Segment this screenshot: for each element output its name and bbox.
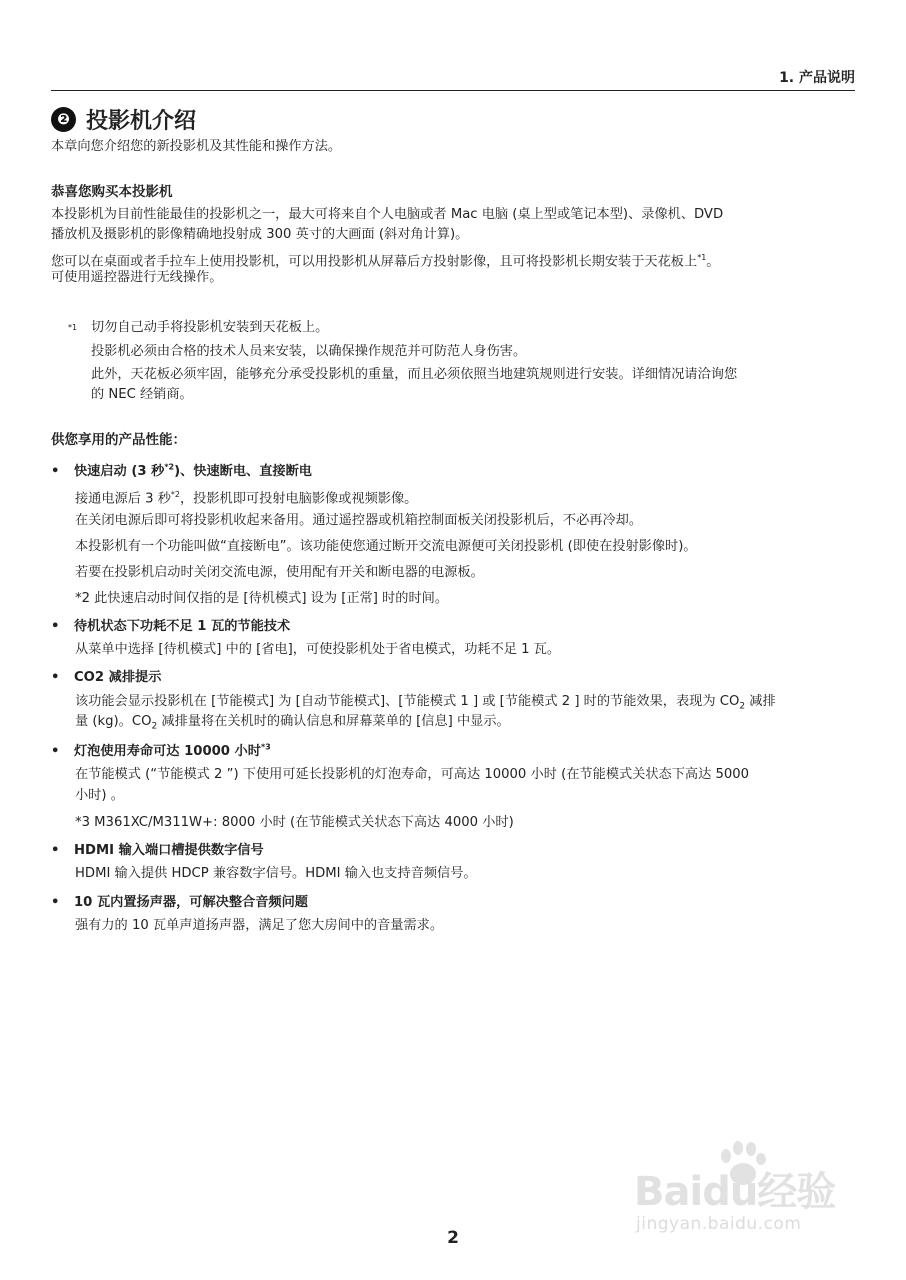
chapter-header: 1. 产品说明 bbox=[779, 70, 855, 86]
feature4-line2: 小时) 。 bbox=[75, 788, 124, 803]
feature1-line4: 若要在投影机启动时关闭交流电源，使用配有开关和断电器的电源板。 bbox=[75, 565, 484, 580]
page-number: 2 bbox=[447, 1228, 459, 1248]
para2-end: 。 bbox=[706, 254, 720, 270]
footnote1-line1: 切勿自己动手将投影机安装到天花板上。 bbox=[91, 320, 329, 335]
section-number-badge: ❷ bbox=[51, 107, 76, 132]
para2-text: 您可以在桌面或者手拉车上使用投影机，可以用投影机从屏幕后方投射影像，且可将投影机长期安装于天花板上 bbox=[51, 254, 698, 270]
feature-hdmi-title: • HDMI 输入端口槽提供数字信号 bbox=[51, 843, 264, 858]
feature2-line1: 从菜单中选择 [待机模式] 中的 [省电]，可使投影机处于省电模式，功耗不足 1 瓦。 bbox=[75, 642, 561, 657]
feature1-line2: 在关闭电源后即可将投影机收起来备用。通过遥控器或机箱控制面板关闭投影机后，不必再冷却。 bbox=[75, 513, 643, 528]
footnote1-line2: 投影机必须由合格的技术人员来安装，以确保操作规范并可防范人身伤害。 bbox=[91, 344, 527, 359]
footnote-ref-3: *3 bbox=[260, 742, 271, 752]
footnote-ref-2: *2 bbox=[164, 462, 175, 472]
feature-speaker-title: • 10 瓦内置扬声器，可解决整合音频问题 bbox=[51, 895, 308, 910]
feature1-line3: 本投影机有一个功能叫做“直接断电”。该功能使您通过断开交流电源便可关闭投影机 (即使在投射影像时)。 bbox=[75, 539, 697, 554]
footnote1-line3: 此外，天花板必须牢固，能够充分承受投影机的重量，而且必须依照当地建筑规则进行安装。详细情况请洽询您 bbox=[91, 367, 738, 382]
watermark-url: jingyan.baidu.com bbox=[636, 1214, 802, 1234]
feature1-note: *2 此快速启动时间仅指的是 [待机模式] 设为 [正常] 时的时间。 bbox=[75, 591, 449, 606]
intro-text: 本章向您介绍您的新投影机及其性能和操作方法。 bbox=[51, 139, 342, 154]
watermark-brand: Baidu经验 bbox=[634, 1169, 836, 1215]
feature1-line1: 接通电源后 3 秒$^{*2}$，投影机即可投射电脑影像或视频影像。 bbox=[75, 490, 418, 507]
page-title bbox=[51, 104, 196, 135]
section1-para1-line1: 本投影机为目前性能最佳的投影机之一，最大可将来自个人电脑或者 Mac 电脑 (桌上型或笔记本型)、录像机、DVD bbox=[51, 207, 724, 222]
section1-para1-line2: 播放机及摄影机的影像精确地投射成 300 英寸的大画面 (斜对角计算)。 bbox=[51, 227, 469, 242]
feature4-line1: 在节能模式 (“节能模式 2 ”) 下使用可延长投影机的灯泡寿命，可高达 10000 小时 (在节能模式关状态下高达 5000 bbox=[75, 767, 750, 782]
feature-quick-start-title: • 快速启动 (3 秒$^{*2}$)、快速断电、直接断电 bbox=[51, 462, 312, 479]
footnote-ref-1: *1 bbox=[697, 253, 707, 262]
footnote1-line4: 的 NEC 经销商。 bbox=[91, 387, 193, 402]
feature3-line2: 量 (kg)。$CO_2$ 减排量将在关机时的确认信息和屏幕菜单的 [信息] 中显示。 bbox=[75, 714, 510, 732]
feature6-line1: 强有力的 10 瓦单声道扬声器，满足了您大房间中的音量需求。 bbox=[75, 918, 444, 933]
feature4-note: *3 M361XC/M311W+: 8000 小时 (在节能模式关状态下高达 4000 小时) bbox=[75, 815, 514, 830]
page-title-text: 投影机介绍 bbox=[86, 109, 197, 134]
feature-lamp-title: • 灯泡使用寿命可达 10000 小时$^{*3}$ bbox=[51, 742, 271, 759]
section-heading-congrats: 恭喜您购买本投影机 bbox=[51, 184, 173, 200]
footnote1-marker: *1 bbox=[68, 323, 78, 332]
header-rule bbox=[51, 90, 855, 91]
feature-standby-title: • 待机状态下功耗不足 1 瓦的节能技术 bbox=[51, 619, 291, 634]
feature3-line1: 该功能会显示投影机在 [节能模式] 为 [自动节能模式]、[节能模式 1 ] 或 [节能模式 2 ] 时的节能效果，表现为 $CO_2$ 减排 bbox=[75, 694, 776, 712]
feature5-line1: HDMI 输入提供 HDCP 兼容数字信号。HDMI 输入也支持音频信号。 bbox=[75, 866, 477, 881]
feature-co2-title: • CO2 减排提示 bbox=[51, 670, 162, 685]
section-heading-features: 供您享用的产品性能： bbox=[51, 432, 186, 448]
section1-para2-line2: 可使用遥控器进行无线操作。 bbox=[51, 270, 223, 285]
